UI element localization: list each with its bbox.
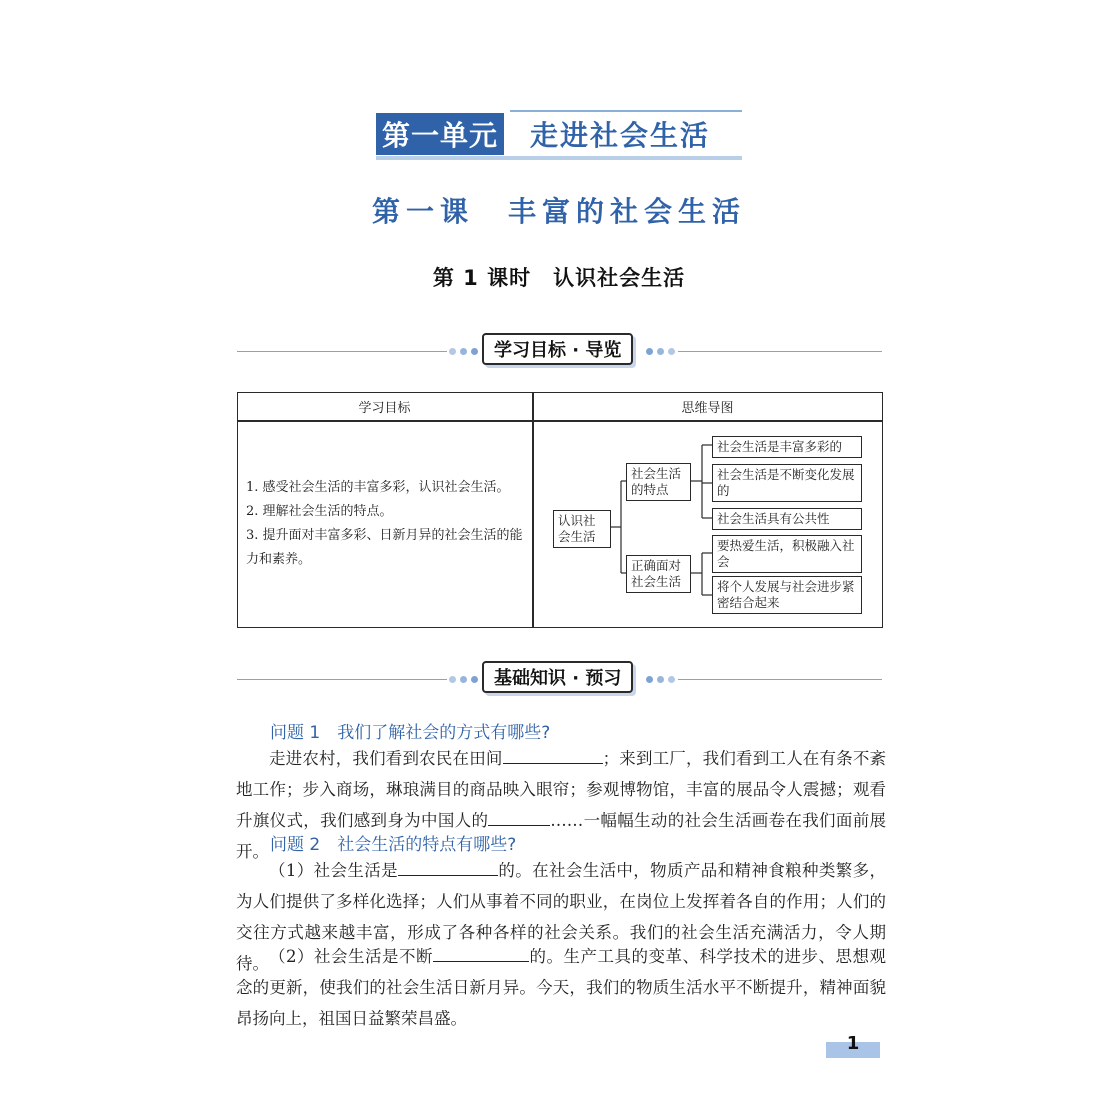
unit-banner-bottom-rule bbox=[376, 156, 742, 160]
section-dot bbox=[471, 676, 478, 683]
mindmap-leaf: 社会生活具有公共性 bbox=[712, 508, 862, 530]
unit-label: 第一单元 bbox=[376, 113, 504, 155]
goal-item: 3. 提升面对丰富多彩、日新月异的社会生活的能力和素养。 bbox=[246, 528, 523, 567]
section-dot bbox=[460, 676, 467, 683]
section-rule-left bbox=[237, 679, 447, 680]
section-rule-right bbox=[678, 679, 882, 680]
mindmap-leaf: 要热爱生活，积极融入社会 bbox=[712, 535, 862, 573]
lesson-title: 第一课 丰富的社会生活 bbox=[371, 195, 746, 228]
question-1-paragraph: 走进农村，我们看到农民在田间 ；来到工厂，我们看到工人在有条不紊地工作；步入商场，琳琅满目的商品映入眼帘；参观博物馆，丰富的展品令人震撼；观看升旗仪式，我们感到身为中国人的 ……一幅幅生动的社会生活画卷在我们面前展开。 bbox=[236, 743, 886, 867]
section-rule-left bbox=[237, 351, 447, 352]
mindmap-leaf: 社会生活是不断变化发展的 bbox=[712, 464, 862, 502]
question-2-paragraph-2: （2）社会生活是不断 的。生产工具的变革、科学技术的进步、思想观念的更新，使我们的社会生活日新月异。今天，我们的物质生活水平不断提升，精神面貌昂扬向上，祖国日益繁荣昌盛。 bbox=[236, 941, 886, 1034]
goal-item: 2. 理解社会生活的特点。 bbox=[246, 504, 393, 519]
question-2-paragraph-1: （1）社会生活是 的。在社会生活中，物质产品和精神食粮种类繁多，为人们提供了多样化选择；人们从事着不同的职业，在岗位上发挥着各自的作用；人们的交往方式越来越丰富，形成了各种各样的社会关系。我们的社会生活充满活力，令人期待。 bbox=[236, 855, 886, 979]
table-header-goals: 学习目标 bbox=[358, 400, 411, 416]
unit-title: 走进社会生活 bbox=[530, 119, 711, 152]
section-dot bbox=[668, 676, 675, 683]
period-title: 第 1 课时 认识社会生活 bbox=[432, 266, 686, 290]
section-dot bbox=[449, 676, 456, 683]
fill-blank[interactable] bbox=[488, 807, 550, 826]
section-dot bbox=[657, 348, 664, 355]
fill-blank[interactable] bbox=[433, 943, 529, 962]
section-heading-goals: 学习目标 · 导览 bbox=[482, 333, 633, 365]
unit-banner-top-rule bbox=[510, 110, 742, 112]
mindmap-root: 认识社会生活 bbox=[553, 510, 611, 548]
question-1-title: 问题 1 我们了解社会的方式有哪些? bbox=[270, 723, 551, 743]
section-dot bbox=[471, 348, 478, 355]
mindmap-leaf: 将个人发展与社会进步紧密结合起来 bbox=[712, 576, 862, 614]
section-dot bbox=[646, 348, 653, 355]
mindmap-branch-attitude: 正确面对社会生活 bbox=[626, 555, 691, 593]
section-heading-preview: 基础知识 · 预习 bbox=[482, 661, 633, 693]
mindmap-leaf: 社会生活是丰富多彩的 bbox=[712, 436, 862, 458]
page-number: 1 bbox=[846, 1033, 860, 1054]
question-2-title: 问题 2 社会生活的特点有哪些? bbox=[270, 835, 517, 855]
section-dot bbox=[449, 348, 456, 355]
goal-item: 1. 感受社会生活的丰富多彩，认识社会生活。 bbox=[246, 480, 510, 495]
fill-blank[interactable] bbox=[398, 857, 498, 876]
section-dot bbox=[657, 676, 664, 683]
section-dot bbox=[460, 348, 467, 355]
section-dot bbox=[668, 348, 675, 355]
table-header-mindmap: 思维导图 bbox=[681, 400, 734, 416]
mindmap-branch-features: 社会生活的特点 bbox=[626, 463, 691, 501]
section-rule-right bbox=[678, 351, 882, 352]
fill-blank[interactable] bbox=[503, 745, 603, 764]
section-dot bbox=[646, 676, 653, 683]
